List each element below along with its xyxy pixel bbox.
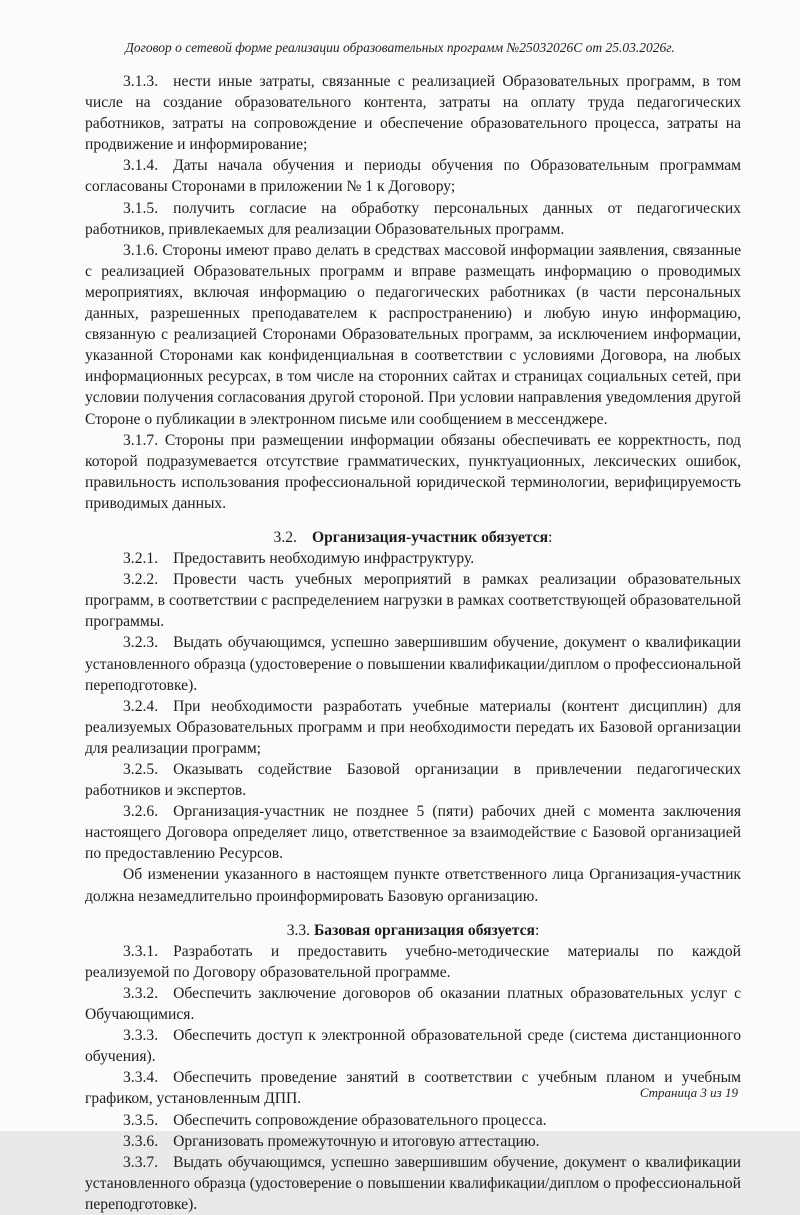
section-title: Базовая организация обязуется <box>313 921 535 939</box>
clause-number: 3.1.4. <box>123 157 159 175</box>
clause-text: Выдать обучающимся, успешно завершившим обучение, документ о квалификации установленного образца (удостоверение о повышении квалификации/диплом о профессиональной переподготовке). <box>85 1153 741 1213</box>
clause-number: 3.2.5. <box>123 761 159 778</box>
clause <box>85 71 741 155</box>
clause <box>85 632 741 695</box>
document-body <box>85 71 741 1215</box>
clause-text: Организация-участник не позднее 5 (пяти) рабочих дней с момента заключения настоящего Договора определяет лицо, ответственное за взаимодействие с Базовой организацией по предоставлению Ресурсов. <box>85 803 741 863</box>
clause-number: 3.2.3. <box>123 634 159 652</box>
clause-text: Провести часть учебных мероприятий в рамках реализации образовательных программ, в соответствии с распределением нагрузки в рамках соответствующей образовательной программы. <box>85 571 741 631</box>
clause-number: 3.3.1. <box>123 942 159 960</box>
clause-number: 3.3.3. <box>123 1027 159 1045</box>
clause-text: Обеспечить проведение занятий в соответствии с учебным планом и учебным графиком, установленным ДПП. <box>85 1069 741 1108</box>
clause-text: Предоставить необходимую инфраструктуру. <box>173 550 475 568</box>
section-number: 3.3. <box>286 921 311 939</box>
clause-text: Об изменении указанного в настоящем пункте ответственного лица Организация-участник должна незамедлительно проинформировать Базовую организацию. <box>85 866 741 905</box>
clause-number: 3.2.4. <box>123 697 159 715</box>
clause-number: 3.1.7. <box>123 431 159 449</box>
section-number: 3.2. <box>273 528 297 546</box>
clause <box>85 198 741 240</box>
clause-text: Разработать и предоставить учебно-методические материалы по каждой реализуемой по Договору образовательной программе. <box>85 942 741 981</box>
clause-text: Обеспечить доступ к электронной образовательной среде (система дистанционного обучения). <box>85 1027 741 1066</box>
section-title-suffix: : <box>548 528 553 546</box>
clause-text: Обеспечить заключение договоров об оказании платных образовательных услуг с Обучающимися. <box>85 984 741 1024</box>
clause-number: 3.1.6. <box>123 241 159 259</box>
clause <box>85 696 741 759</box>
clause-text: Обеспечить сопровождение образовательного процесса. <box>173 1111 547 1129</box>
clause-text: При необходимости разработать учебные материалы (контент дисциплин) для реализуемых Образовательных программ и при необходимости передать их Базовой организации для реализации программ; <box>85 697 741 757</box>
clause-number: 3.3.4. <box>123 1069 159 1087</box>
clause-number: 3.3.6. <box>123 1132 159 1150</box>
clause-number: 3.3.5. <box>123 1111 159 1129</box>
clause-number: 3.2.1. <box>123 550 159 568</box>
section-title-suffix: : <box>534 921 540 939</box>
clause <box>85 240 741 430</box>
clause <box>85 548 741 569</box>
clause <box>85 983 741 1025</box>
clause-number: 3.2.6. <box>123 803 159 821</box>
clause-number: 3.3.7. <box>123 1153 159 1171</box>
clause-text: Оказывать содействие Базовой организации в привлечении педагогических работников и экспертов. <box>85 761 741 800</box>
clause <box>85 941 741 983</box>
document-header: Договор о сетевой форме реализации образовательных программ №25032026С от 25.03.2026г. <box>125 40 675 55</box>
clause <box>85 801 741 864</box>
clause-number: 3.2.2. <box>123 571 159 589</box>
clause <box>85 759 741 801</box>
clause <box>85 155 741 197</box>
clause-text: Организовать промежуточную и итоговую аттестацию. <box>173 1132 540 1150</box>
clause <box>85 1110 741 1131</box>
clause <box>85 430 741 514</box>
clause-text: Даты начала обучения и периоды обучения по Образовательным программам согласованы Сторонами в приложении № 1 к Договору; <box>85 157 741 196</box>
clause <box>85 1025 741 1067</box>
section-heading <box>85 527 741 548</box>
clause-number: 3.3.2. <box>123 984 159 1002</box>
page-number: Страница 3 из 19 <box>639 1085 738 1100</box>
clause-text: Стороны имеют право делать в средствах массовой информации заявления, связанные с реализацией Образовательных программ и вправе размещать информацию о проводимых мероприятиях, включая информацию о педагогических работниках (в части персональных данных, разрешенных преподавателем к распространению) и любую иную информацию, связанную с реализацией Сторонами Образовательных программ, за исключением информации, указанной Сторонами как конфиденциальная в соответствии с условиями Договора, на любых информационных ресурсах, в том числе на сторонних сайтах и страницах социальных сетей, при условии получения согласования другой стороной. При условии направления уведомления другой Стороне о публикации в электронном письме или сообщением в мессенджере. <box>85 241 741 428</box>
section-heading <box>85 920 741 941</box>
clause-text: Выдать обучающимся, успешно завершившим обучение, документ о квалификации установленного образца (удостоверение о повышении квалификации/диплом о профессиональной переподготовке). <box>85 634 741 694</box>
clause-number: 3.1.3. <box>123 73 159 90</box>
section-title: Организация-участник обязуется <box>311 528 549 546</box>
clause <box>85 1131 741 1152</box>
clause <box>85 569 741 632</box>
clause-text: Стороны при размещении информации обязаны обеспечивать ее корректность, под которой подразумевается отсутствие грамматических, пунктуационных, лексических ошибок, правильность использования профессиональной юридической терминологии, верифицируемость приводимых данных. <box>85 431 741 512</box>
clause-number: 3.1.5. <box>123 199 159 217</box>
clause <box>85 864 741 906</box>
clause-text: получить согласие на обработку персональных данных от педагогических работников, привлекаемых для реализации Образовательных программ. <box>85 199 741 238</box>
clause <box>85 1152 741 1215</box>
clause-text: нести иные затраты, связанные с реализацией Образовательных программ, в том числе на создание образовательного контента, затраты на оплату труда педагогических работников, затраты на сопровождение и обеспечение образовательного процесса, затраты на продвижение и информирование; <box>85 73 741 154</box>
